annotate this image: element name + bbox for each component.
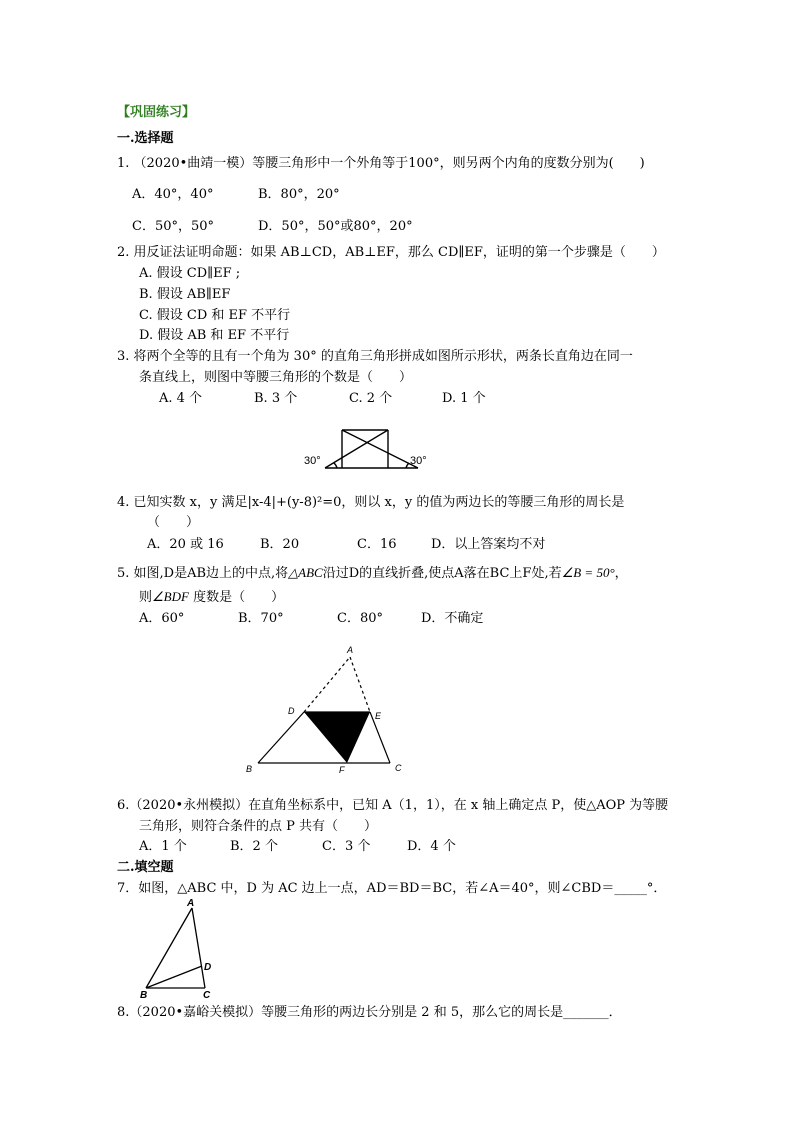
q5-line2-angle: ∠BDF (152, 589, 189, 604)
q3-option-c: C. 2 个 (349, 391, 393, 406)
q5-label-b: B (246, 764, 253, 774)
q2-option-c: C. 假设 CD 和 EF 不平行 (139, 308, 291, 323)
q3-option-b: B. 3 个 (254, 391, 298, 406)
q5-label-e: E (375, 711, 382, 721)
q3-option-d: D. 1 个 (442, 391, 486, 406)
q5-stem-mid: 沿过D的直线折叠,使点A落在BC上F处,若 (322, 566, 562, 581)
q5-option-c: C．80° (337, 611, 383, 626)
q6-option-d: D．4 个 (407, 839, 456, 854)
q5-stem-end: ， (614, 566, 628, 581)
q1-option-c: C．50°，50° (132, 219, 215, 234)
q5-label-a: A (347, 645, 354, 655)
q1-option-d: D．50°，50°或80°，20° (258, 219, 413, 234)
q7-side-ab (146, 908, 192, 988)
q3-option-a: A. 4 个 (159, 391, 203, 406)
q3-right-angle-label: 30° (410, 455, 427, 467)
q1-option-a: A．40°，40° (132, 187, 214, 202)
q2-option-a: A. 假设 CD∥EF ; (139, 266, 241, 281)
q6-option-c: C．3 个 (322, 839, 371, 854)
q6-option-b: B．2 个 (230, 839, 278, 854)
q5-option-b: B．70° (238, 611, 284, 626)
q7-side-ac (192, 908, 205, 988)
q1-stem: 1. （2020•曲靖一模）等腰三角形中一个外角等于100°，则另两个内角的度数分别为( ) (117, 156, 645, 171)
q4-paren: （ ） (147, 515, 200, 530)
q2-option-d: D. 假设 AB 和 EF 不平行 (139, 328, 290, 343)
q7-label-a: A (187, 898, 195, 909)
q4-option-d: D．以上答案均不对 (431, 537, 546, 552)
q7-segment-bd (146, 966, 202, 988)
q7-label-b: B (140, 990, 148, 1001)
section-title: 【巩固练习】 (117, 105, 196, 120)
q3-stem-line1: 3. 将两个全等的且有一个角为 30° 的直角三角形拼成如图所示形状，两条长直角边在同一 (117, 349, 633, 364)
q5-label-f: F (339, 765, 345, 775)
q4-option-a: A．20 或 16 (147, 537, 224, 552)
q4-option-b: B．20 (260, 537, 300, 552)
q5-label-d: D (288, 706, 295, 716)
q4-stem: 4. 已知实数 x，y 满足|x-4|+(y-8)²=0，则以 x，y 的值为两边长的等腰三角形的周长是 (117, 495, 625, 510)
q1-option-b: B．80°，20° (258, 187, 340, 202)
q3-stem-line2: 条直线上，则图中等腰三角形的个数是（ ） (139, 370, 413, 385)
q3-left-angle-label: 30° (304, 455, 321, 467)
q5-stem-angle-b: ∠B = 50° (561, 565, 615, 580)
q5-line2-pre: 则 (139, 590, 153, 605)
q5-option-d: D．不确定 (421, 611, 484, 626)
q7-stem: 7．如图，△ABC 中，D 为 AC 边上一点，AD＝BD＝BC，若∠A＝40°，则∠CBD＝_____°． (117, 881, 667, 896)
part2-title: 二.填空题 (117, 860, 174, 875)
q5-stem-triangle: △ABC (288, 565, 323, 580)
q2-stem: 2. 用反证法证明命题：如果 AB⊥CD，AB⊥EF，那么 CD∥EF，证明的第一个步骤是（ ） (117, 245, 665, 260)
q5-option-a: A．60° (139, 611, 185, 626)
q6-stem-line1: 6.（2020•永州模拟）在直角坐标系中，已知 A（1，1），在 x 轴上确定点 P，使△AOP 为等腰 (117, 798, 669, 813)
q5-label-c: C (395, 763, 402, 773)
q7-label-c: C (203, 990, 211, 1001)
part1-title: 一.选择题 (117, 131, 174, 146)
q6-option-a: A．1 个 (139, 839, 187, 854)
q5-stem-pre: 5. 如图,D是AB边上的中点,将 (117, 566, 289, 581)
q7-label-d: D (204, 962, 212, 973)
q6-stem-line2: 三角形，则符合条件的点 P 共有（ ） (139, 819, 378, 834)
q4-option-c: C．16 (357, 537, 397, 552)
q2-option-b: B. 假设 AB∥EF (139, 287, 231, 302)
q5-line2-post: 度数是（ ） (188, 590, 285, 605)
q8-stem: 8.（2020•嘉峪关模拟）等腰三角形的两边长分别是 2 和 5，那么它的周长是_______． (117, 1005, 622, 1020)
